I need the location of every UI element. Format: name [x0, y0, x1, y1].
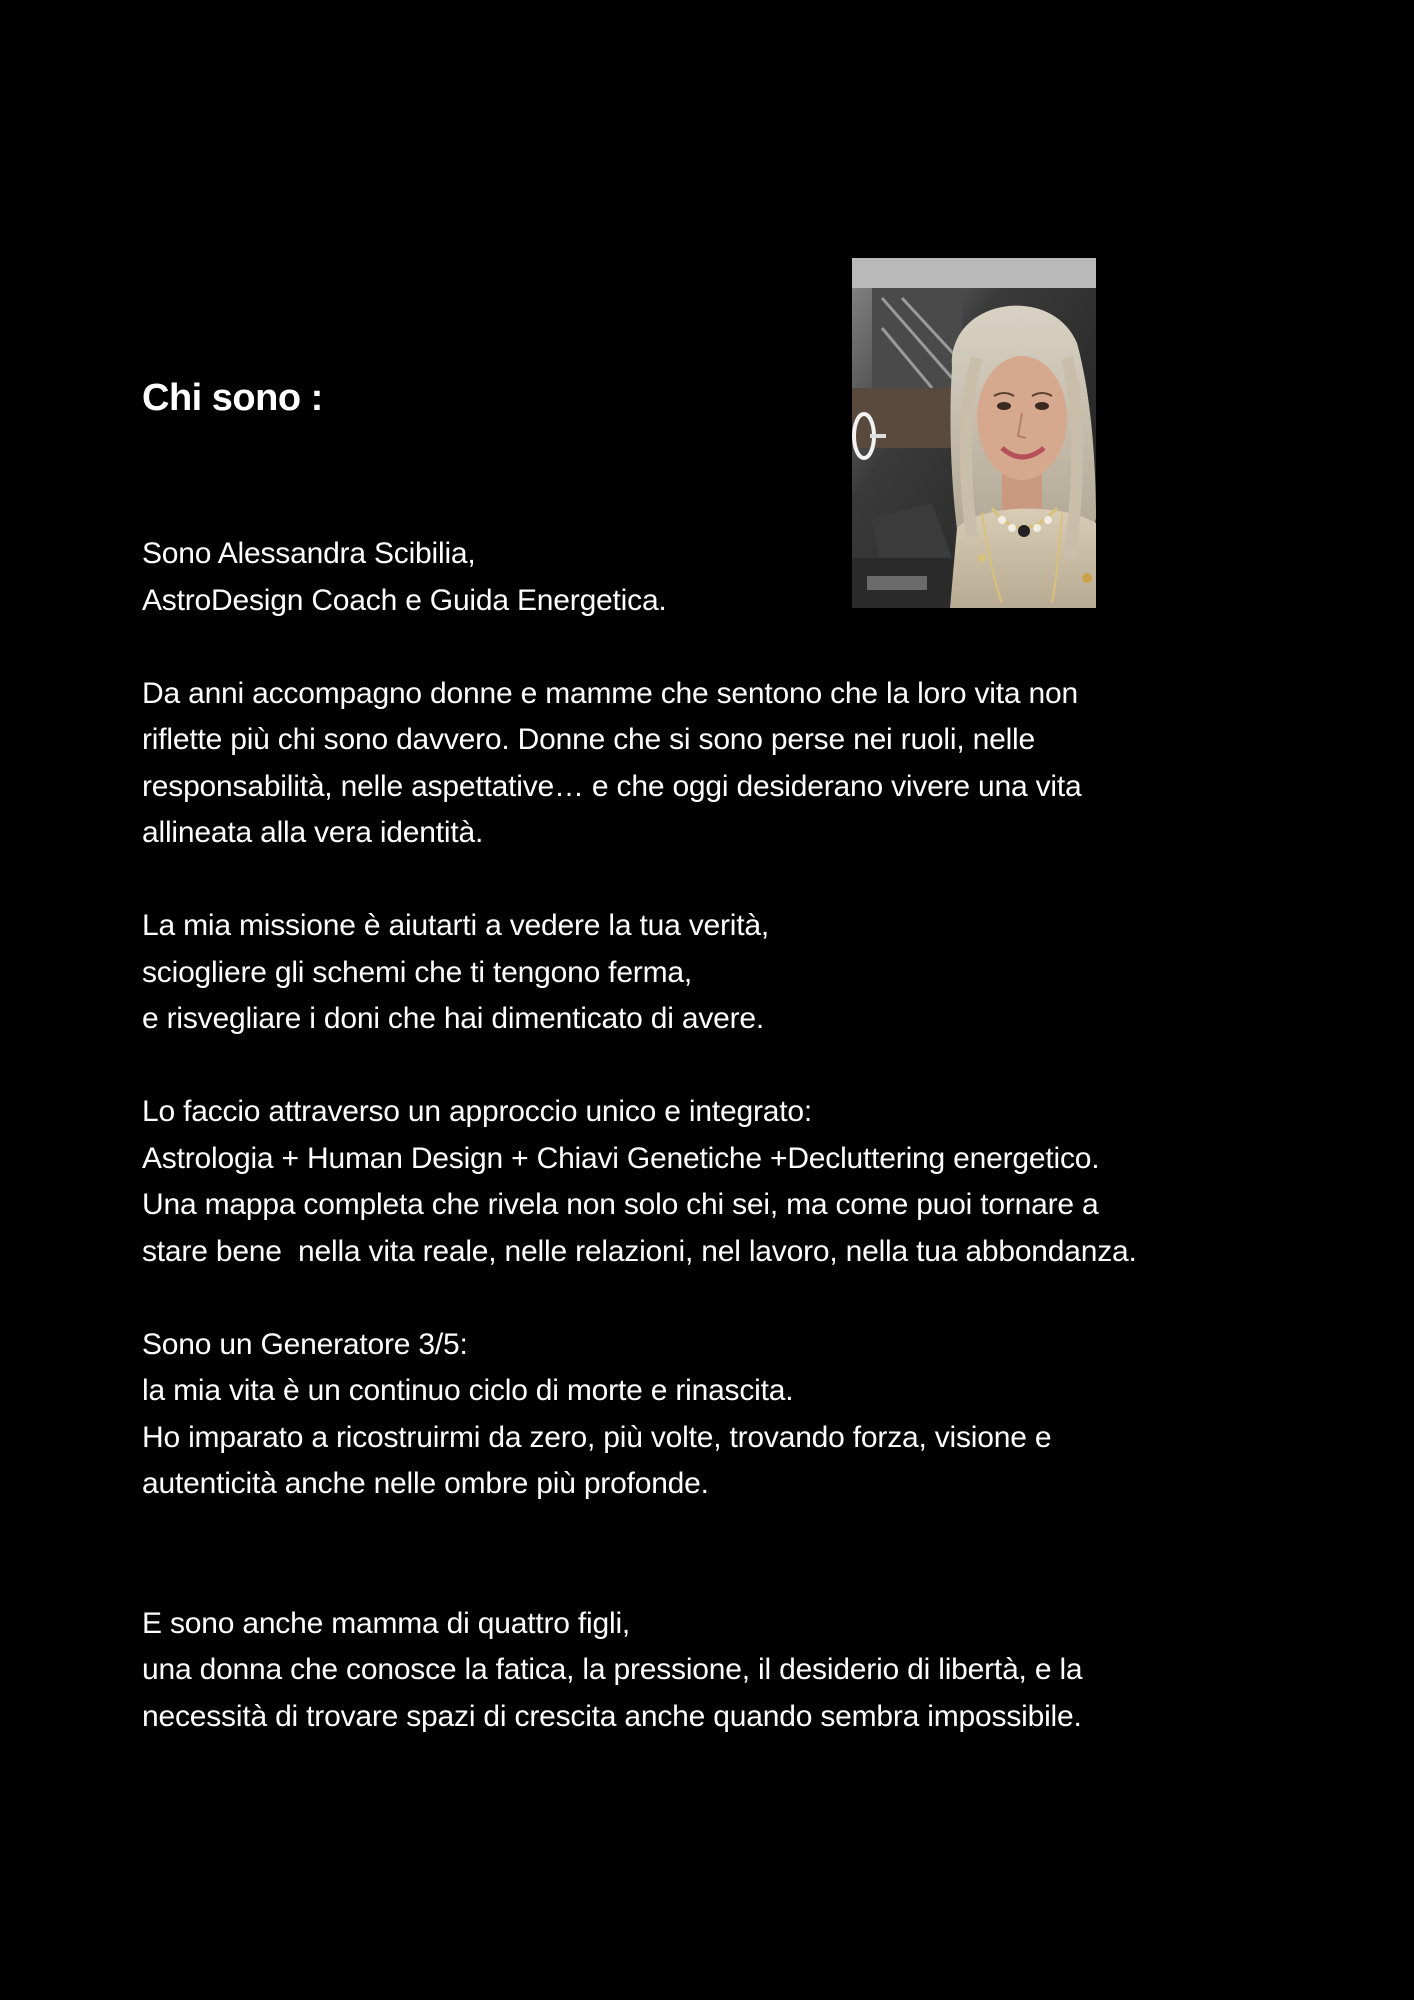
text-line: E sono anche mamma di quattro figli,	[142, 1606, 631, 1640]
text-line: la mia vita è un continuo ciclo di morte e rinascita.	[142, 1374, 794, 1407]
text-line: una donna che conosce la fatica, la pressione, il desiderio di libertà, e la	[142, 1653, 1083, 1686]
page-title: Chi sono :	[142, 377, 323, 419]
text-line: autenticità anche nelle ombre più profonde.	[142, 1467, 709, 1500]
text-line: riflette più chi sono davvero. Donne che si sono perse nei ruoli, nelle	[142, 723, 1035, 756]
text-line: Sono Alessandra Scibilia,	[142, 537, 476, 570]
paragraph-mission-context	[142, 671, 1342, 857]
text-line: Astrologia + Human Design + Chiavi Genetiche +Decluttering energetico.	[142, 1141, 1100, 1175]
text-line: stare bene nella vita reale, nelle relazioni, nel lavoro, nella tua abbondanza.	[142, 1234, 1137, 1268]
text-line: necessità di trovare spazi di crescita anche quando sembra impossibile.	[142, 1699, 1082, 1733]
paragraph-approach	[142, 1089, 1342, 1275]
bio-text	[142, 531, 1342, 1740]
paragraph-intro	[142, 531, 1342, 624]
text-line: AstroDesign Coach e Guida Energetica.	[142, 583, 667, 617]
paragraph-mission	[142, 903, 1342, 1043]
text-line: Da anni accompagno donne e mamme che sentono che la loro vita non	[142, 676, 1078, 710]
text-line: Lo faccio attraverso un approccio unico e integrato:	[142, 1095, 813, 1128]
paragraph-generator	[142, 1322, 1342, 1508]
text-line: allineata alla vera identità.	[142, 816, 484, 849]
text-line: responsabilità, nelle aspettative… e che oggi desiderano vivere una vita	[142, 769, 1082, 803]
text-line: Ho imparato a ricostruirmi da zero, più volte, trovando forza, visione e	[142, 1420, 1052, 1454]
text-line: e risvegliare i doni che hai dimenticato di avere.	[142, 1002, 765, 1035]
text-line: sciogliere gli schemi che ti tengono ferma,	[142, 955, 693, 989]
text-line: La mia missione è aiutarti a vedere la tua verità,	[142, 909, 769, 942]
text-line: Sono un Generatore 3/5:	[142, 1327, 468, 1361]
paragraph-mother	[142, 1601, 1342, 1741]
text-line: Una mappa completa che rivela non solo chi sei, ma come puoi tornare a	[142, 1188, 1099, 1221]
